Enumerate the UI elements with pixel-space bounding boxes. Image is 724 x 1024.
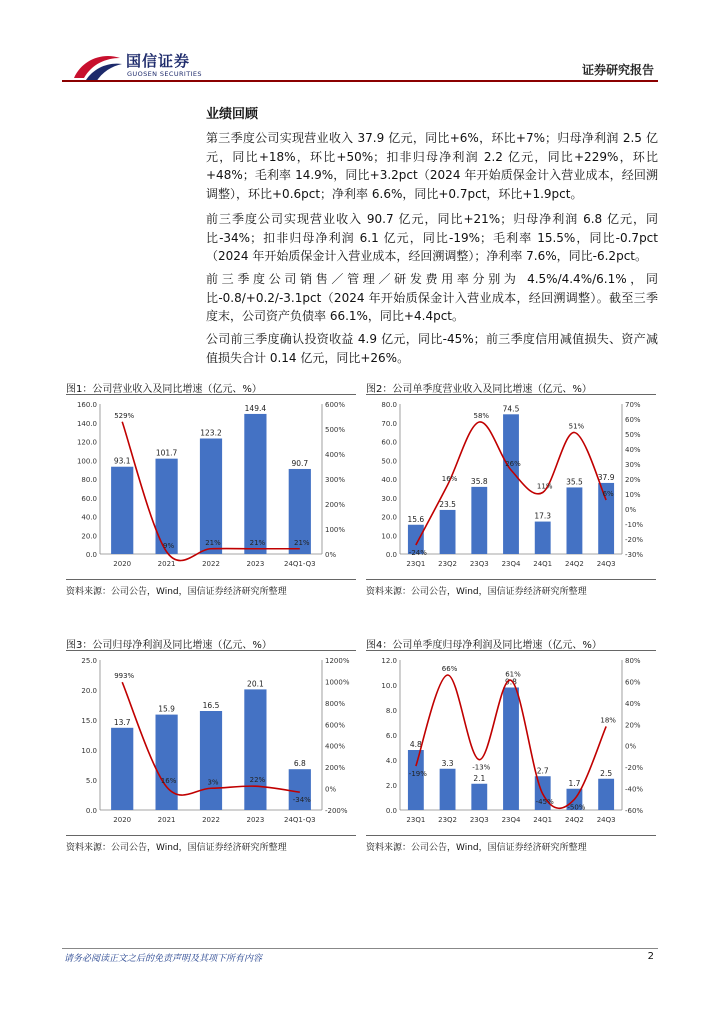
y2-tick-label: -10% bbox=[625, 521, 644, 529]
y2-tick-label: 40% bbox=[625, 446, 641, 454]
page-header bbox=[0, 0, 724, 82]
section-title: 业绩回顾 bbox=[206, 107, 259, 122]
bar bbox=[200, 439, 222, 555]
x-tick-label: 24Q2 bbox=[564, 816, 584, 824]
bar bbox=[567, 487, 583, 554]
x-tick-label: 2021 bbox=[157, 816, 176, 824]
y2-tick-label: 500% bbox=[325, 426, 346, 434]
x-tick-label: 2021 bbox=[157, 560, 176, 568]
bar bbox=[156, 459, 178, 554]
figure-2 bbox=[366, 380, 656, 600]
figure-title: 图3：公司归母净利润及同比增速（亿元、%） bbox=[66, 640, 272, 651]
y2-tick-label: 200% bbox=[325, 764, 346, 773]
y2-tick-label: 200% bbox=[325, 501, 346, 509]
y2-tick-label: 20% bbox=[625, 476, 641, 484]
x-tick-label: 24Q3 bbox=[596, 816, 616, 824]
y2-tick-label: 80% bbox=[625, 657, 641, 665]
report-type: 证券研究报告 bbox=[581, 63, 654, 77]
x-tick-label: 24Q3 bbox=[596, 560, 616, 568]
bar-label: 20.1 bbox=[247, 679, 264, 689]
logo-text-cn: 国信证券 bbox=[126, 52, 191, 70]
growth-label: -13% bbox=[472, 763, 491, 772]
y-tick-label: 0.0 bbox=[385, 551, 397, 559]
bar-label: 90.7 bbox=[291, 458, 309, 468]
y-tick-label: 4.0 bbox=[385, 757, 397, 765]
y2-tick-label: 60% bbox=[625, 416, 641, 424]
figure-source: 资料来源：公司公告，Wind，国信证券经济研究所整理 bbox=[66, 587, 287, 597]
x-tick-label: 23Q2 bbox=[438, 560, 458, 568]
bar bbox=[244, 414, 266, 554]
growth-label: 16% bbox=[160, 776, 177, 785]
bar bbox=[440, 510, 456, 554]
x-tick-label: 24Q1-Q3 bbox=[283, 560, 316, 568]
bar-label: 15.6 bbox=[407, 514, 425, 524]
y-tick-label: 120.0 bbox=[76, 438, 97, 447]
x-tick-label: 24Q2 bbox=[564, 560, 584, 568]
growth-label: 21% bbox=[205, 538, 221, 547]
figure-1 bbox=[66, 380, 356, 600]
growth-label: 51% bbox=[568, 422, 585, 431]
y-tick-label: 10.0 bbox=[381, 532, 397, 541]
y-tick-label: 20.0 bbox=[381, 513, 397, 522]
y2-tick-label: 70% bbox=[625, 401, 641, 409]
y-tick-label: 80.0 bbox=[381, 401, 397, 409]
y2-tick-label: 20% bbox=[625, 721, 641, 730]
bar bbox=[535, 522, 551, 554]
chart-net-profit-quarterly bbox=[366, 652, 656, 832]
growth-label: -50% bbox=[567, 803, 586, 812]
x-tick-label: 23Q4 bbox=[501, 816, 521, 824]
y-tick-label: 20.0 bbox=[81, 532, 97, 541]
growth-label: 26% bbox=[505, 460, 521, 468]
figure-bottom-rule bbox=[66, 835, 356, 836]
x-tick-label: 2022 bbox=[202, 816, 220, 824]
growth-label: 16% bbox=[441, 475, 458, 483]
y2-tick-label: -20% bbox=[625, 764, 644, 773]
growth-label: -34% bbox=[292, 796, 311, 805]
bar-label: 16.5 bbox=[202, 701, 220, 710]
y-tick-label: 2.0 bbox=[385, 782, 397, 790]
figure-title-rule bbox=[66, 650, 356, 651]
bar-label: 13.7 bbox=[113, 717, 131, 727]
y-tick-label: 80.0 bbox=[81, 476, 97, 484]
y-tick-label: 160.0 bbox=[76, 401, 97, 409]
x-tick-label: 23Q3 bbox=[469, 816, 489, 824]
bar bbox=[244, 689, 266, 810]
paragraph-investment-income: 公司前三季度确认投资收益 4.9 亿元，同比-45%；前三季度信用减值损失、资产减值损失合计 0.14 亿元，同比+26%。 bbox=[206, 332, 658, 365]
growth-label: 21% bbox=[249, 538, 266, 547]
bar-label: 93.1 bbox=[113, 456, 131, 466]
y-tick-label: 100.0 bbox=[76, 457, 97, 466]
figure-title: 图1：公司营业收入及同比增速（亿元、%） bbox=[66, 384, 262, 395]
growth-label: 529% bbox=[114, 411, 135, 420]
y2-tick-label: -40% bbox=[625, 785, 644, 794]
y-tick-label: 12.0 bbox=[381, 657, 397, 665]
y-tick-label: 10.0 bbox=[381, 682, 397, 690]
x-tick-label: 24Q1 bbox=[533, 816, 553, 824]
y2-tick-label: 1200% bbox=[325, 657, 350, 665]
figure-source: 资料来源：公司公告，Wind，国信证券经济研究所整理 bbox=[66, 843, 287, 853]
growth-label: 3% bbox=[207, 778, 219, 787]
x-tick-label: 2022 bbox=[202, 560, 220, 568]
figure-3 bbox=[66, 636, 356, 856]
figure-title: 图4：公司单季度归母净利润及同比增速（亿元、%） bbox=[366, 640, 602, 651]
logo-mark-icon bbox=[72, 50, 124, 84]
y-tick-label: 30.0 bbox=[381, 494, 397, 503]
figure-title-rule bbox=[366, 650, 656, 651]
y-tick-label: 60.0 bbox=[81, 494, 97, 503]
bar-label: 35.8 bbox=[470, 476, 488, 486]
header-divider bbox=[62, 80, 658, 82]
bar bbox=[156, 715, 178, 810]
y-tick-label: 50.0 bbox=[381, 457, 397, 466]
y2-tick-label: 0% bbox=[325, 785, 337, 794]
footer-disclaimer: 请务必阅读正文之后的免责声明及其项下所有内容 bbox=[64, 954, 263, 964]
figure-bottom-rule bbox=[366, 835, 656, 836]
y-tick-label: 10.0 bbox=[81, 747, 97, 755]
y2-tick-label: 400% bbox=[325, 742, 346, 751]
x-tick-label: 23Q4 bbox=[501, 560, 521, 568]
y2-tick-label: 30% bbox=[625, 461, 641, 469]
bar-label: 2.1 bbox=[473, 773, 486, 783]
bar-label: 37.9 bbox=[597, 472, 615, 482]
bar-label: 4.8 bbox=[409, 740, 422, 749]
y2-tick-label: 60% bbox=[625, 678, 641, 687]
y2-tick-label: 0% bbox=[625, 742, 637, 751]
bar-label: 2.5 bbox=[600, 768, 613, 778]
bar-label: 1.7 bbox=[568, 778, 581, 788]
growth-label: -24% bbox=[408, 549, 427, 557]
y2-tick-label: 1000% bbox=[325, 678, 350, 687]
y-tick-label: 0.0 bbox=[385, 807, 397, 815]
footer-divider bbox=[62, 948, 658, 949]
bar-label: 23.5 bbox=[439, 499, 456, 509]
growth-label: 61% bbox=[505, 670, 521, 679]
y-tick-label: 0.0 bbox=[85, 807, 97, 815]
growth-label: 11% bbox=[536, 482, 553, 491]
growth-label: -19% bbox=[408, 770, 427, 779]
y2-tick-label: -30% bbox=[625, 551, 644, 559]
y-tick-label: 5.0 bbox=[85, 777, 97, 785]
chart-revenue-quarterly bbox=[366, 396, 656, 576]
x-tick-label: 23Q2 bbox=[438, 816, 458, 824]
bar bbox=[503, 688, 519, 811]
y-tick-label: 40.0 bbox=[381, 476, 397, 484]
bar bbox=[440, 769, 456, 810]
paragraph-9m-review: 前三季度公司实现营业收入 90.7 亿元，同比+21%；归母净利润 6.8 亿元，同比-34%；扣非归母净利润 6.1 亿元，同比-19%；毛利率 15.5%，同比-0.7pct（2024 年开始质保金计入营业成本，经回溯调整）；净利率 7.6%，同比-6.2pct。 bbox=[206, 212, 658, 263]
y2-tick-label: 50% bbox=[625, 431, 641, 439]
x-tick-label: 2023 bbox=[246, 816, 265, 824]
y-tick-label: 40.0 bbox=[81, 513, 97, 522]
y2-tick-label: 40% bbox=[625, 699, 641, 708]
x-tick-label: 2023 bbox=[246, 560, 265, 568]
bar bbox=[598, 779, 614, 810]
figure-4 bbox=[366, 636, 656, 856]
chart-net-profit-annual bbox=[66, 652, 356, 832]
figure-source: 资料来源：公司公告，Wind，国信证券经济研究所整理 bbox=[366, 843, 587, 853]
x-tick-label: 23Q1 bbox=[406, 816, 426, 824]
x-tick-label: 2020 bbox=[113, 560, 132, 568]
paragraph-q3-review: 第三季度公司实现营业收入 37.9 亿元，同比+6%，环比+7%；归母净利润 2.5 亿元，同比+18%，环比+50%；扣非归母净利润 2.2 亿元，同比+229%，环比+48%；毛利率 14.9%，同比+3.2pct（2024 年开始质保金计入营业成本，经回溯调整），环比+0.6pct；净利率 6.6%，同比+0.7pct，环比+1.9pct。 bbox=[206, 131, 658, 201]
growth-label: 6% bbox=[602, 490, 614, 498]
page-number: 2 bbox=[647, 951, 654, 962]
y2-tick-label: 10% bbox=[625, 491, 641, 499]
y2-tick-label: 0% bbox=[625, 506, 637, 514]
y-tick-label: 0.0 bbox=[85, 551, 97, 559]
y2-tick-label: 100% bbox=[325, 526, 346, 534]
bar bbox=[471, 487, 487, 554]
y-tick-label: 6.0 bbox=[385, 732, 397, 740]
bar-label: 2.7 bbox=[536, 766, 549, 776]
bar-label: 17.3 bbox=[534, 511, 552, 521]
y2-tick-label: 600% bbox=[325, 721, 346, 730]
x-tick-label: 23Q3 bbox=[469, 560, 489, 568]
bar-label: 3.3 bbox=[441, 758, 454, 768]
growth-label: 9% bbox=[163, 541, 175, 550]
x-tick-label: 2020 bbox=[113, 816, 132, 824]
figure-title-rule bbox=[66, 394, 356, 395]
y2-tick-label: -60% bbox=[625, 807, 644, 815]
bar-label: 35.5 bbox=[566, 477, 583, 487]
bar-label: 101.7 bbox=[155, 448, 178, 458]
y-tick-label: 15.0 bbox=[81, 717, 97, 725]
y-tick-label: 25.0 bbox=[81, 657, 97, 665]
bar-label: 123.2 bbox=[200, 428, 222, 438]
y2-tick-label: 600% bbox=[325, 401, 346, 409]
y2-tick-label: -20% bbox=[625, 536, 644, 544]
paragraph-expense-ratios: 前三季度公司销售／管理／研发费用率分别为 4.5%/4.4%/6.1%，同比-0.8/+0.2/-3.1pct（2024 年开始质保金计入营业成本，经回溯调整）。截至三季度末，公司资产负债率 66.1%，同比+4.4pct。 bbox=[206, 272, 658, 323]
figure-title-rule bbox=[366, 394, 656, 395]
y-tick-label: 20.0 bbox=[81, 687, 97, 695]
company-logo bbox=[72, 50, 202, 84]
x-tick-label: 23Q1 bbox=[406, 560, 426, 568]
y2-tick-label: 800% bbox=[325, 699, 346, 708]
bar bbox=[503, 414, 519, 554]
y-tick-label: 140.0 bbox=[76, 419, 97, 428]
logo-text-en: GUOSEN SECURITIES bbox=[127, 70, 202, 78]
bar-label: 9.8 bbox=[505, 677, 517, 687]
bar-label: 149.4 bbox=[244, 403, 267, 413]
growth-label: -45% bbox=[535, 797, 554, 806]
growth-label: 18% bbox=[600, 716, 616, 725]
y2-tick-label: 300% bbox=[325, 476, 346, 484]
bar bbox=[200, 711, 222, 810]
y-tick-label: 70.0 bbox=[381, 419, 397, 428]
bar-label: 74.5 bbox=[502, 404, 520, 414]
growth-label: 66% bbox=[441, 665, 458, 673]
y2-tick-label: 0% bbox=[325, 551, 337, 559]
bar bbox=[111, 467, 133, 554]
growth-label: 22% bbox=[249, 776, 266, 785]
x-tick-label: 24Q1 bbox=[533, 560, 553, 568]
figure-bottom-rule bbox=[366, 579, 656, 580]
figure-bottom-rule bbox=[66, 579, 356, 580]
figure-title: 图2：公司单季度营业收入及同比增速（亿元、%） bbox=[366, 384, 592, 395]
y-tick-label: 8.0 bbox=[385, 707, 397, 715]
growth-label: 58% bbox=[473, 412, 490, 420]
chart-revenue-annual bbox=[66, 396, 356, 576]
bar-label: 6.8 bbox=[293, 759, 306, 769]
y2-tick-label: -200% bbox=[325, 807, 348, 815]
bar bbox=[471, 784, 487, 810]
figure-source: 资料来源：公司公告，Wind，国信证券经济研究所整理 bbox=[366, 587, 587, 597]
bar bbox=[408, 750, 424, 810]
y2-tick-label: 400% bbox=[325, 451, 346, 459]
growth-label: 993% bbox=[114, 672, 135, 681]
growth-label: 21% bbox=[294, 538, 310, 547]
y-tick-label: 60.0 bbox=[381, 438, 397, 447]
bar-label: 15.9 bbox=[158, 704, 175, 714]
x-tick-label: 24Q1-Q3 bbox=[283, 816, 316, 824]
bar bbox=[111, 728, 133, 810]
